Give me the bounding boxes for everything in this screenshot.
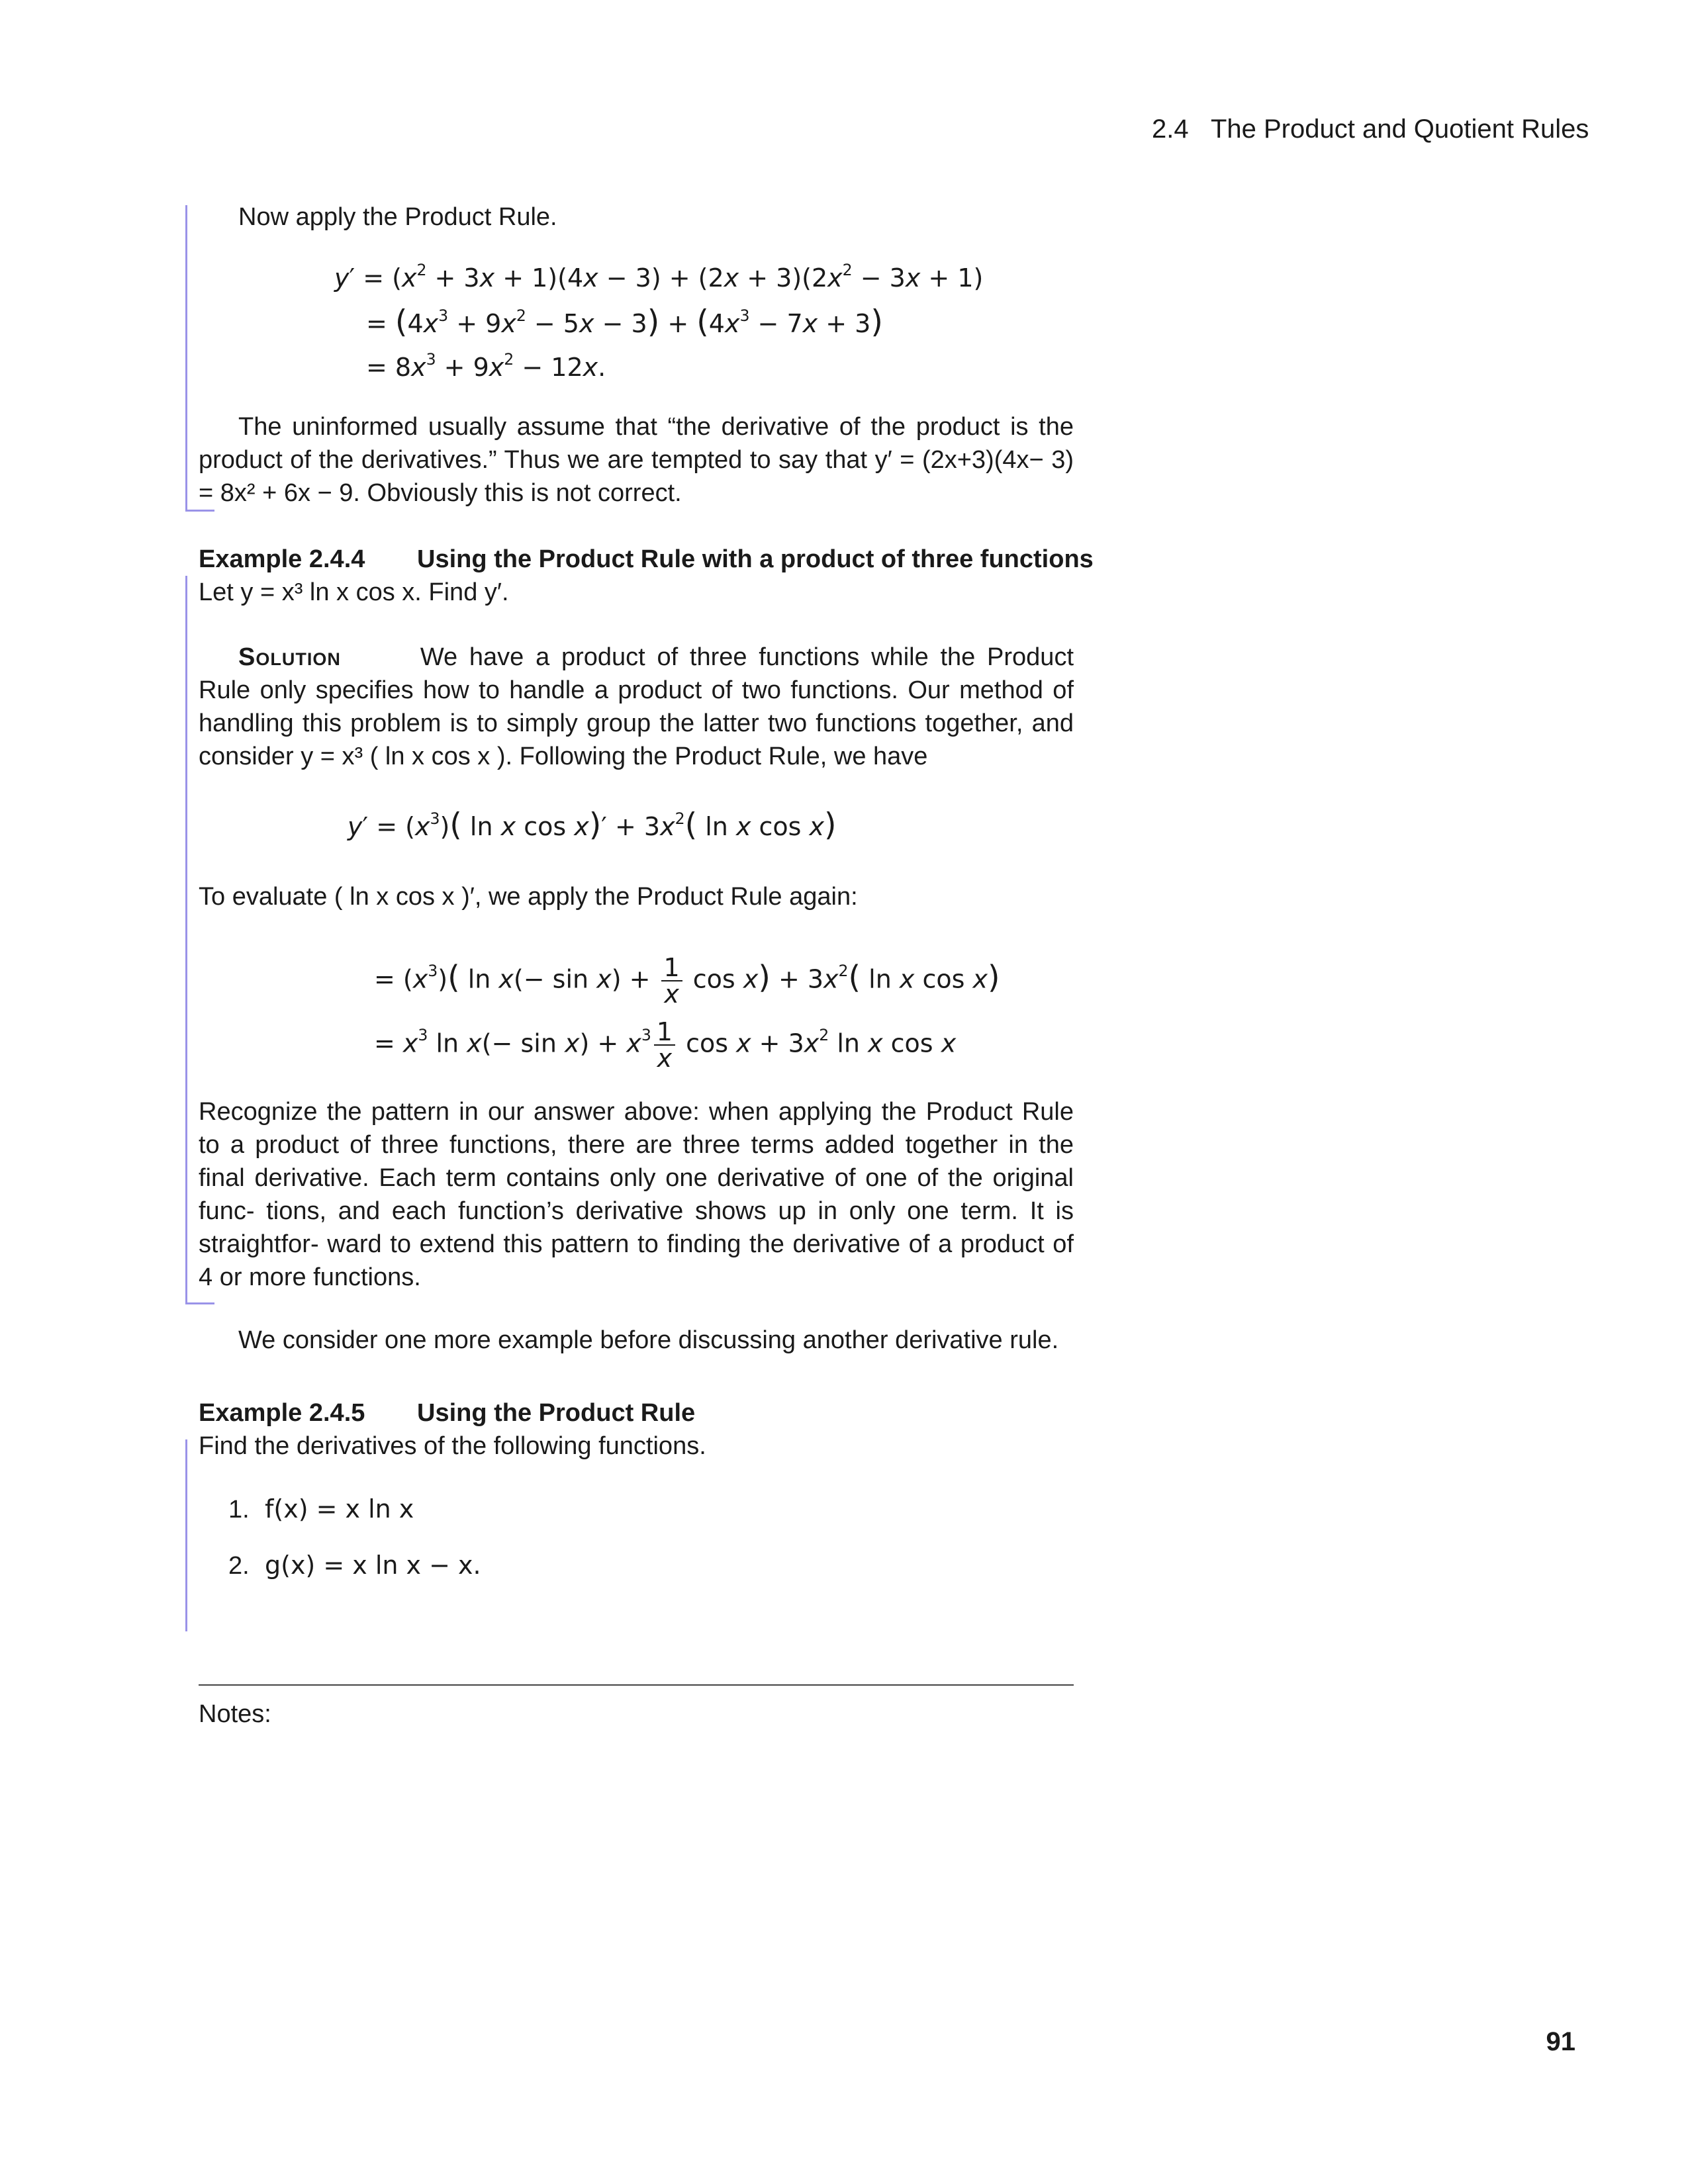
fraction-2: $\frac{1}{x}$: [654, 1019, 675, 1071]
page-number: 91: [1546, 2027, 1575, 2056]
notes-label: Notes:: [199, 1700, 271, 1728]
margin-bar-2-end: [185, 1302, 214, 1304]
example-2-4-4-heading: [199, 543, 1094, 576]
equation-2-line-1: = $(x^3)$( ln x(− sin x) + $\frac{1}{x}$ $\cos x) + 3x^2$( ln x cos x): [374, 953, 1000, 1009]
notes-divider: [199, 1684, 1074, 1686]
equation-1-line-2: = $(4x^3 + 9x^2 - 5x - 3) + (4x^3 - 7x + 3)$: [366, 304, 883, 340]
solution-label: Solution: [238, 643, 341, 671]
example-2-4-5-label: Example 2.4.5: [199, 1399, 365, 1427]
equation-1-line-3: = $8x^3 + 9x^2 - 12x$.: [366, 349, 606, 382]
paragraph-uninformed: The uninformed usually assume that “the derivative of the product is the product of the derivatives.” Thus we are tempted to say that y′ = (2x+3)(4x− 3) = 8x² + 6x − 9. Obviously this is not correct.: [199, 413, 1074, 507]
example-2-4-4-prompt: Let y = x³ ln x cos x. Find y′.: [199, 578, 509, 606]
equation-y-prime: $y' = (x^3)$( ln x $\cos x)' + 3x^2$( ln x cos x): [348, 807, 837, 843]
paragraph-consider-more: We consider one more example before discussing another derivative rule.: [238, 1326, 1059, 1354]
equation-2-line-2: = $x^3$ $\ln x(- \sin x) + x^3$ $\frac{1}{x}$ $\cos x + 3x^2$ ln x cos x: [374, 1017, 957, 1073]
fraction-1: $\frac{1}{x}$: [661, 955, 682, 1007]
example-2-4-4-title: Using the Product Rule with a product of three functions: [417, 545, 1094, 573]
solution-text: We have a product of three functions while the Product Rule only specifies how to handle a product of two functions. Our method of handling this problem is to simply group the latter two functions together, and consider y = x³ ( ln x cos x ). Following the Product Rule, we have: [199, 643, 1074, 770]
margin-bar-2: [185, 576, 187, 1304]
solution-paragraph: [199, 641, 1074, 773]
example-2-4-5-heading: [199, 1396, 696, 1430]
paragraph-recognize: Recognize the pattern in our answer above: when applying the Product Rule to a product of three functions, there are three terms added together in the final derivative. Each term contains only one derivative of one of the original func- tions, and each function’s derivative shows up in only one term. It is straightfor- ward to extend this pattern to finding the derivative of a product of 4 or more functions.: [199, 1098, 1074, 1291]
equation-1-line-1: $y' = (x^2 + 3x + 1)(4x - 3) + (2x + 3)(2x^2 - 3x + 1)$: [334, 260, 984, 293]
margin-bar-1-end: [185, 510, 214, 512]
list-item: 1. f(x) = x ln x: [228, 1494, 414, 1524]
running-header: [1152, 113, 1589, 146]
example-2-4-5-title: Using the Product Rule: [417, 1399, 696, 1427]
margin-bar-3: [185, 1439, 187, 1631]
section-number: 2.4: [1152, 114, 1189, 144]
example-2-4-5-prompt: Find the derivatives of the following functions.: [199, 1432, 706, 1460]
example-2-4-4-label: Example 2.4.4: [199, 545, 365, 573]
to-evaluate-text: To evaluate ( ln x cos x )′, we apply the Product Rule again:: [199, 883, 858, 911]
section-title: The Product and Quotient Rules: [1210, 114, 1589, 144]
list-item: 2. g(x) = x ln x − x.: [228, 1551, 481, 1580]
intro-text: Now apply the Product Rule.: [238, 203, 557, 231]
margin-bar-1: [185, 205, 187, 511]
